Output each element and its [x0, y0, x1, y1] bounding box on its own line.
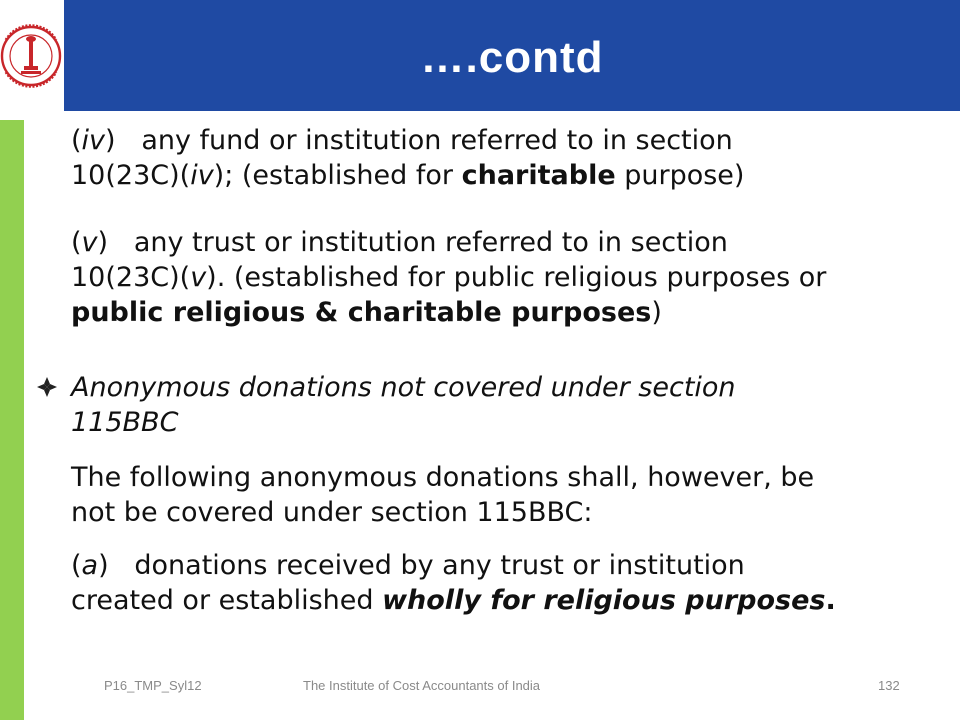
footer-course-code: P16_TMP_Syl12 — [104, 678, 202, 693]
footer-page-number: 132 — [878, 678, 900, 693]
item-iv-purpose-text: ); (established for — [213, 160, 462, 191]
item-iv-section: 10(23C) — [71, 160, 180, 191]
item-v-section: 10(23C) — [71, 262, 180, 293]
paragraph-line1: The following anonymous donations shall, however, be — [71, 462, 815, 493]
slide-title: ….contd — [420, 33, 604, 82]
item-iv-line2: 10(23C)(iv); (established for charitable purpose) — [71, 160, 745, 191]
item-a-text2: created or established — [71, 585, 383, 616]
item-iv-number: iv — [81, 125, 106, 156]
item-a-period: . — [825, 585, 836, 616]
item-v-purpose-text: ). (established for public religious purposes or — [206, 262, 827, 293]
item-a-line2 — [71, 583, 836, 618]
item-v-text: any trust or institution referred to in section — [133, 227, 728, 258]
item-v-number: v — [81, 227, 98, 258]
diamond-bullet-icon — [36, 376, 58, 398]
footer-institute: The Institute of Cost Accountants of India — [303, 678, 541, 693]
item-iv — [71, 123, 744, 193]
item-v-purpose-end: ) — [651, 297, 662, 328]
item-iv-number-ref: iv — [190, 160, 214, 191]
item-v-number-ref: v — [190, 262, 207, 293]
bullet-heading-line2: 115BBC — [71, 407, 179, 438]
item-iv-bold: charitable — [461, 160, 616, 191]
bullet-heading-line1: Anonymous donations not covered under section — [71, 372, 736, 403]
item-v-line1: (v) any trust or institution referred to in section — [71, 227, 728, 258]
item-v — [71, 225, 826, 330]
paragraph-line2: not be covered under section 115BBC: — [71, 497, 593, 528]
item-a — [71, 548, 836, 618]
item-v-line3 — [71, 295, 826, 330]
item-a-bold-italic: wholly for religious purposes — [382, 585, 826, 616]
item-iv-line1: (iv) any fund or institution referred to in section — [71, 125, 733, 156]
item-a-line1: (a) donations received by any trust or institution — [71, 550, 745, 581]
item-iv-purpose-end: purpose) — [615, 160, 745, 191]
item-iv-text: any fund or institution referred to in section — [141, 125, 733, 156]
item-v-line2: 10(23C)(v). (established for public religious purposes or — [71, 262, 827, 293]
item-a-text: donations received by any trust or institution — [134, 550, 745, 581]
item-v-bold: public religious & charitable purposes — [71, 297, 652, 328]
bullet-heading — [71, 370, 736, 440]
paragraph — [71, 460, 814, 530]
item-a-number: a — [81, 550, 99, 581]
